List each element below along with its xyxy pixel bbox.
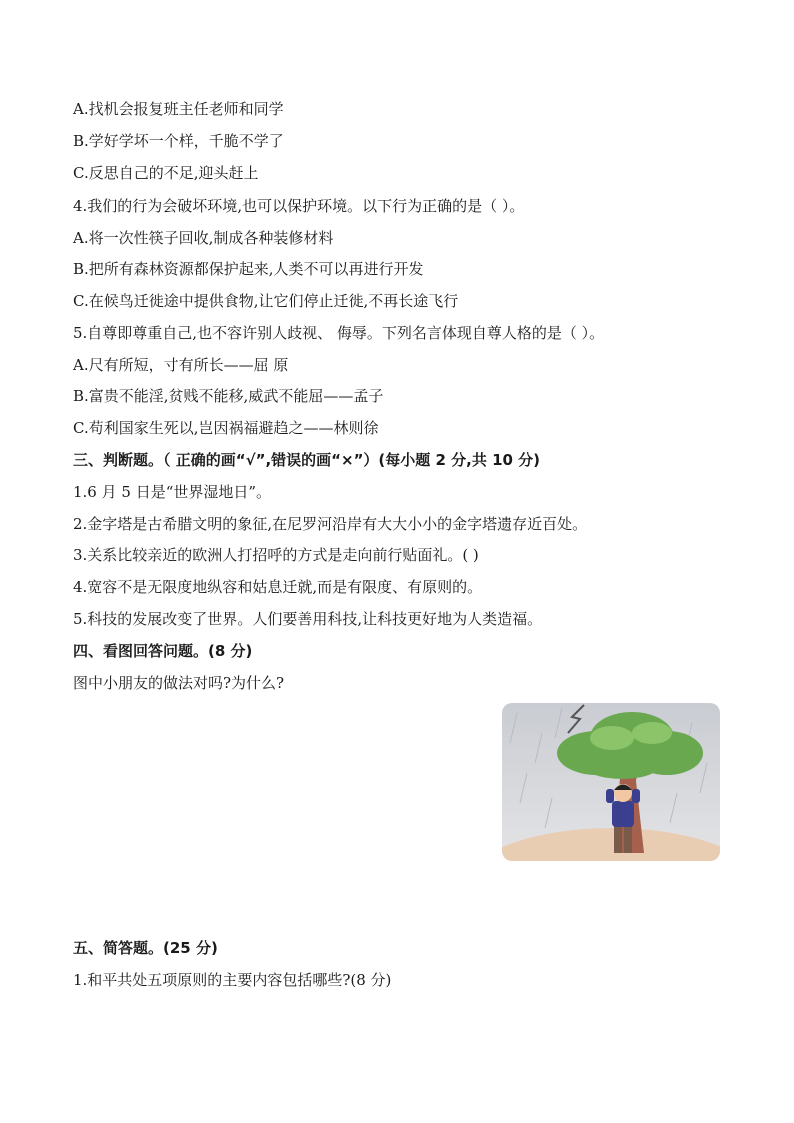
q3-option-a: A.找机会报复班主任老师和同学 [73,100,284,118]
q5-option-b: B.富贵不能淫,贫贱不能移,威武不能屈——孟子 [73,387,384,405]
section4-heading: 四、看图回答问题。(8 分) [73,642,253,660]
q3-option-c: C.反思自己的不足,迎头赶上 [73,164,259,182]
q5-option-c: C.苟利国家生死以,岂因祸福避趋之——林则徐 [73,419,379,437]
section5-heading: 五、简答题。(25 分) [73,939,218,957]
section3-item-3: 3.关系比较亲近的欧洲人打招呼的方式是走向前行贴面礼。( ) [73,546,479,564]
q3-option-b: B.学好学坏一个样，千脆不学了 [73,132,284,150]
q4-option-b: B.把所有森林资源都保护起来,人类不可以再进行开发 [73,260,424,278]
q4-option-c: C.在候鸟迁徙途中提供食物,让它们停止迁徙,不再长途飞行 [73,292,459,310]
q5-stem: 5.自尊即尊重自己,也不容许别人歧视、 侮辱。下列名言体现自尊人格的是（ ）。 [73,324,605,342]
q4-option-a: A.将一次性筷子回收,制成各种装修材料 [73,229,334,247]
section3-item-4: 4.宽容不是无限度地纵容和姑息迁就,而是有限度、有原则的。 [73,578,483,596]
section4-question: 图中小朋友的做法对吗?为什么? [73,674,285,692]
section3-item-1: 1.6 月 5 日是“世界湿地日”。 [73,483,272,501]
section3-item-2: 2.金字塔是古希腊文明的象征,在尼罗河沿岸有大大小小的金字塔遗存近百处。 [73,515,588,533]
q4-stem: 4.我们的行为会破坏环境,也可以保护环境。以下行为正确的是（ ）。 [73,197,525,215]
q5-option-a: A.尺有所短，寸有所长——屈 原 [73,356,289,374]
section3-item-5: 5.科技的发展改变了世界。人们要善用科技,让科技更好地为人类造福。 [73,610,543,628]
section3-heading: 三、判断题。（ 正确的画“√”,错误的画“×”）(每小题 2 分,共 10 分) [73,451,541,469]
section5-question-1: 1.和平共处五项原则的主要内容包括哪些?(8 分) [73,971,392,989]
boy-under-tree-illustration [502,703,720,861]
